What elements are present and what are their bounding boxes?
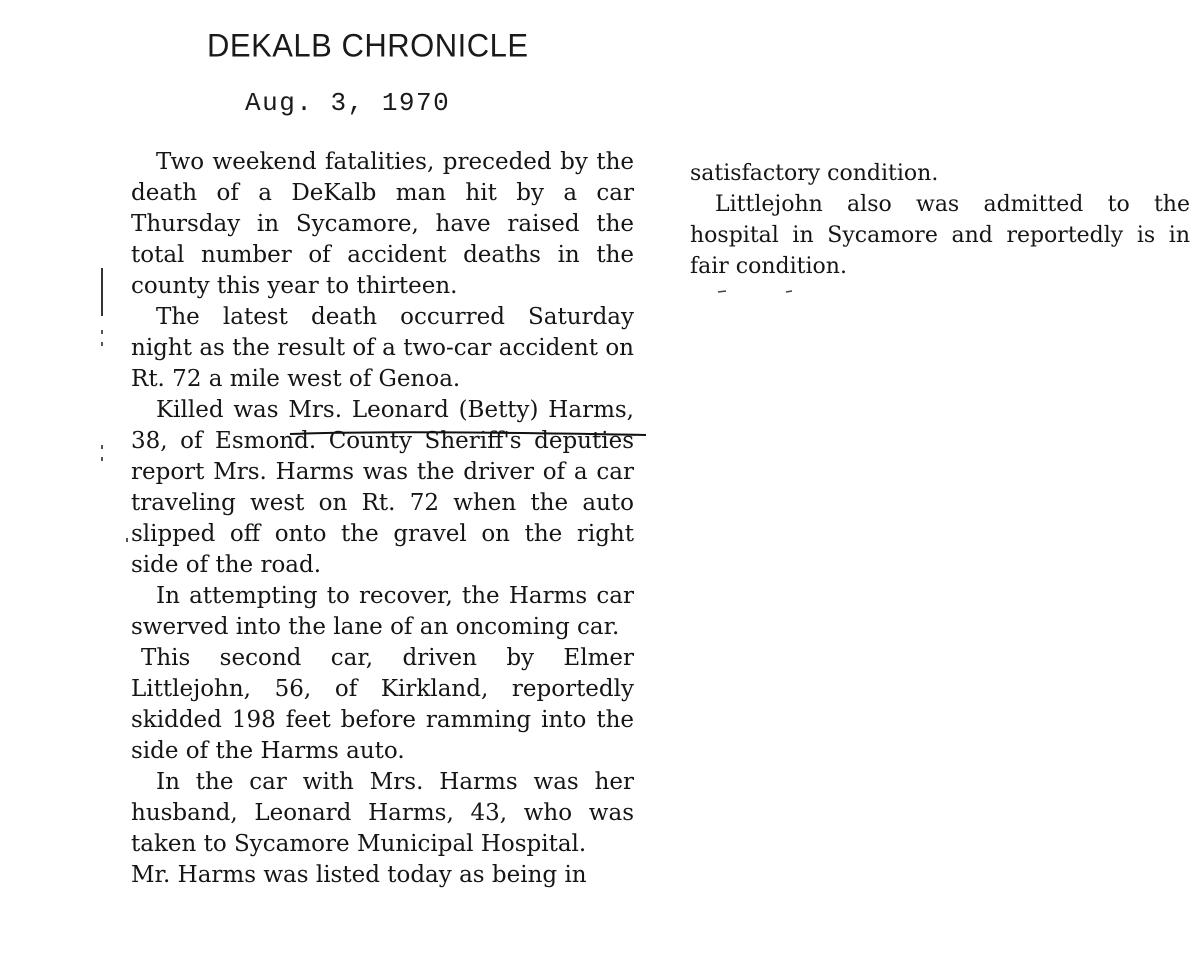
article-column-right xyxy=(690,158,1190,282)
publication-date: Aug. 3, 1970 xyxy=(245,88,451,118)
margin-dot xyxy=(101,330,103,334)
margin-dot xyxy=(101,342,103,346)
article-paragraph: satisfactory condition. xyxy=(690,161,939,186)
article-paragraph: Two weekend fatalities, preceded by the death of a DeKalb man hit by a car Thursday in Sycamore, have raised the total number of accident deaths in the county this year to thirteen. xyxy=(131,149,634,299)
clipping-cut-edge xyxy=(716,289,806,295)
margin-dot xyxy=(101,457,103,461)
article-paragraph: In attempting to recover, the Harms car swerved into the lane of an oncoming car. xyxy=(131,583,634,640)
article-paragraph: The latest death occurred Saturday night as the result of a two-car accident on Rt. 72 a mile west of Genoa. xyxy=(131,304,634,392)
margin-mark xyxy=(101,268,103,316)
article-paragraph: Killed was Mrs. Leonard (Betty) Harms, 38, of Esmond. County Sheriff's deputies report Mrs. Harms was the driver of a car traveling west on Rt. 72 when the auto slipped off onto the gravel on the right side of the road. xyxy=(131,397,634,578)
article-paragraph: In the car with Mrs. Harms was her husband, Leonard Harms, 43, who was taken to Sycamore Municipal Hospital. xyxy=(131,769,634,857)
article-paragraph: Mr. Harms was listed today as being in xyxy=(131,862,587,888)
margin-dot xyxy=(101,445,103,449)
margin-dot xyxy=(126,538,128,542)
article-paragraph: This second car, driven by Elmer Littlejohn, 56, of Kirkland, reportedly skidded 198 feet before ramming into the side of the Harms auto. xyxy=(131,645,634,764)
article-paragraph: Littlejohn also was admitted to the hospital in Sycamore and reportedly is in fair condition. xyxy=(690,192,1190,279)
publication-name: DEKALB CHRONICLE xyxy=(207,26,529,65)
article-column-left xyxy=(131,147,634,891)
